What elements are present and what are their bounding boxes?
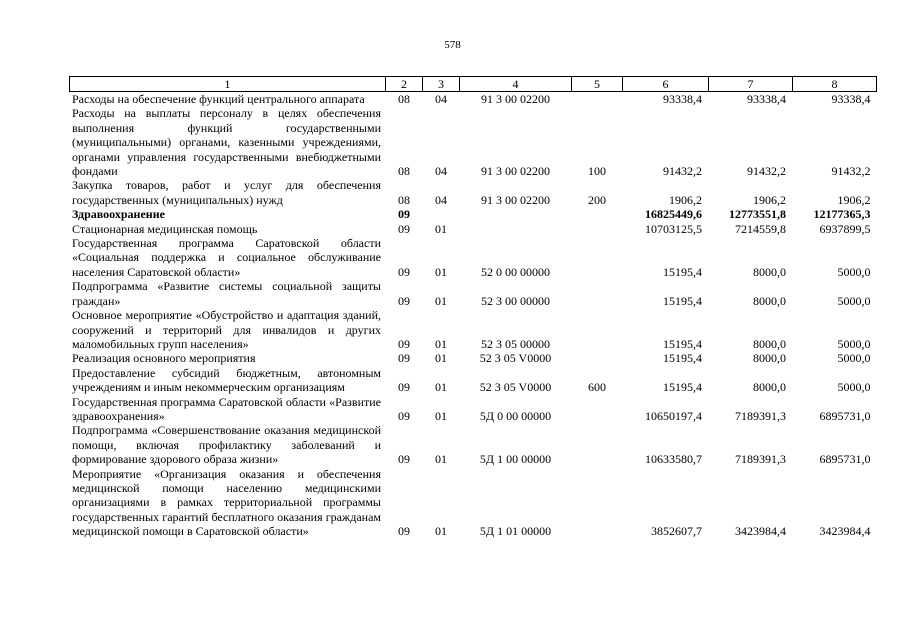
amount-year-1: 15195,4 bbox=[663, 351, 702, 366]
column-header: 4 bbox=[460, 77, 572, 92]
amount-year-3: 1906,2 bbox=[837, 192, 871, 207]
section-code: 09 bbox=[398, 336, 410, 351]
expense-type-code bbox=[572, 92, 623, 107]
expense-type-code bbox=[572, 279, 623, 308]
column-header: 2 bbox=[386, 77, 423, 92]
target-article-code: 5Д 1 00 00000 bbox=[479, 452, 552, 467]
amount-year-1: 10633580,7 bbox=[645, 452, 702, 467]
table-row bbox=[70, 423, 877, 466]
table-row bbox=[70, 222, 877, 236]
row-name: Подпрограмма «Развитие системы социальной защиты граждан» bbox=[72, 279, 381, 308]
amount-year-2: 8000,0 bbox=[753, 264, 786, 279]
column-header: 3 bbox=[423, 77, 460, 92]
section-code: 08 bbox=[398, 92, 410, 106]
amount-year-3: 5000,0 bbox=[837, 336, 871, 351]
target-article-code: 5Д 0 00 00000 bbox=[479, 408, 552, 423]
expense-type-code: 200 bbox=[588, 192, 606, 207]
expense-type-code bbox=[572, 207, 623, 221]
amount-year-3: 93338,4 bbox=[831, 92, 871, 106]
column-header: 5 bbox=[572, 77, 623, 92]
budget-table bbox=[69, 76, 877, 539]
amount-year-2: 3423984,4 bbox=[735, 524, 786, 539]
amount-year-2: 8000,0 bbox=[753, 336, 786, 351]
subsection-code: 01 bbox=[435, 524, 447, 539]
table-row bbox=[70, 395, 877, 424]
header-row bbox=[70, 77, 877, 92]
target-article-code bbox=[460, 222, 572, 236]
amount-year-2: 7189391,3 bbox=[735, 408, 786, 423]
amount-year-3: 5000,0 bbox=[837, 351, 871, 366]
section-code: 08 bbox=[398, 164, 410, 179]
amount-year-3: 12177365,3 bbox=[813, 207, 871, 222]
column-header: 6 bbox=[623, 77, 709, 92]
table-body bbox=[70, 92, 877, 539]
subsection-code: 01 bbox=[435, 351, 447, 366]
table-row bbox=[70, 106, 877, 178]
subsection-code: 01 bbox=[435, 293, 447, 308]
row-name: Расходы на обеспечение функций центрального аппарата bbox=[72, 92, 365, 106]
subsection-code: 01 bbox=[435, 380, 447, 395]
section-code: 09 bbox=[398, 351, 410, 366]
expense-type-code bbox=[572, 236, 623, 279]
target-article-code: 91 3 00 02200 bbox=[481, 192, 550, 207]
expense-type-code: 100 bbox=[588, 164, 606, 179]
table-row bbox=[70, 351, 877, 365]
subsection-code: 01 bbox=[435, 452, 447, 467]
amount-year-1: 15195,4 bbox=[663, 293, 702, 308]
amount-year-2: 8000,0 bbox=[753, 380, 786, 395]
subsection-code: 04 bbox=[435, 92, 447, 106]
target-article-code: 91 3 00 02200 bbox=[481, 92, 550, 106]
section-code: 09 bbox=[398, 524, 410, 539]
section-code: 09 bbox=[398, 221, 410, 236]
amount-year-2: 8000,0 bbox=[753, 351, 786, 366]
row-name: Расходы на выплаты персоналу в целях обеспечения выполнения функций государственными (муниципальными) органами, казенными учреждениями, органами управления государственными внебюджетными фондами bbox=[72, 106, 381, 179]
page-number: 578 bbox=[444, 39, 461, 51]
row-name: Закупка товаров, работ и услуг для обеспечения государственных (муниципальных) нужд bbox=[72, 178, 381, 207]
row-name: Здравоохранение bbox=[72, 207, 165, 222]
expense-type-code bbox=[572, 395, 623, 424]
amount-year-2: 12773551,8 bbox=[729, 207, 786, 222]
subsection-code: 01 bbox=[435, 264, 447, 279]
row-name: Реализация основного мероприятия bbox=[72, 351, 256, 366]
row-name: Государственная программа Саратовской области «Социальная поддержка и социальное обслуживание населения Саратовской области» bbox=[72, 236, 381, 279]
subsection-code: 01 bbox=[435, 336, 447, 351]
subsection-code: 04 bbox=[435, 164, 447, 179]
row-name: Основное мероприятие «Обустройство и адаптация зданий, сооружений и территорий для инвалидов и других маломобильных групп населения» bbox=[72, 308, 381, 351]
table-row bbox=[70, 92, 877, 107]
amount-year-1: 1906,2 bbox=[669, 192, 702, 207]
section-code: 09 bbox=[398, 380, 410, 395]
target-article-code: 52 3 00 00000 bbox=[481, 293, 550, 308]
amount-year-3: 6895731,0 bbox=[819, 452, 871, 467]
amount-year-3: 3423984,4 bbox=[819, 524, 871, 539]
amount-year-3: 6895731,0 bbox=[819, 408, 871, 423]
amount-year-2: 7214559,8 bbox=[735, 221, 786, 236]
expense-type-code bbox=[572, 423, 623, 466]
target-article-code: 52 0 00 00000 bbox=[481, 264, 550, 279]
amount-year-1: 3852607,7 bbox=[651, 524, 702, 539]
amount-year-2: 1906,2 bbox=[753, 192, 786, 207]
table-row bbox=[70, 279, 877, 308]
row-name: Подпрограмма «Совершенствование оказания медицинской помощи, включая профилактику заболеваний и формирование здорового образа жизни» bbox=[72, 423, 381, 467]
section-code: 09 bbox=[398, 207, 410, 222]
amount-year-1: 15195,4 bbox=[663, 264, 702, 279]
table-row bbox=[70, 467, 877, 539]
section-code: 09 bbox=[398, 452, 410, 467]
target-article-code bbox=[460, 207, 572, 221]
amount-year-3: 91432,2 bbox=[831, 164, 871, 179]
amount-year-2: 8000,0 bbox=[753, 293, 786, 308]
amount-year-3: 5000,0 bbox=[837, 293, 871, 308]
section-code: 09 bbox=[398, 264, 410, 279]
subsection-code: 01 bbox=[435, 221, 447, 236]
amount-year-1: 93338,4 bbox=[663, 92, 702, 106]
amount-year-2: 7189391,3 bbox=[735, 452, 786, 467]
target-article-code: 52 3 05 00000 bbox=[481, 336, 550, 351]
target-article-code: 5Д 1 01 00000 bbox=[479, 524, 552, 539]
row-name: Стационарная медицинская помощь bbox=[72, 221, 258, 236]
row-name: Предоставление субсидий бюджетным, автономным учреждениям и иным некоммерческим организациям bbox=[72, 365, 381, 395]
target-article-code: 52 3 05 V0000 bbox=[479, 380, 552, 395]
column-header: 1 bbox=[70, 77, 386, 92]
expense-type-code bbox=[572, 351, 623, 365]
table-row bbox=[70, 207, 877, 221]
amount-year-1: 15195,4 bbox=[663, 380, 702, 395]
expense-type-code bbox=[572, 308, 623, 351]
amount-year-1: 15195,4 bbox=[663, 336, 702, 351]
amount-year-2: 91432,2 bbox=[747, 164, 786, 179]
row-name: Мероприятие «Организация оказания и обеспечения медицинской помощи населению медицинскими организациями в рамках территориальной программы государственных гарантий бесплатного оказания гражданам медицинской помощи в Саратовской области» bbox=[72, 466, 381, 539]
amount-year-3: 5000,0 bbox=[837, 380, 871, 395]
column-header: 7 bbox=[709, 77, 793, 92]
table-row bbox=[70, 236, 877, 279]
expense-type-code bbox=[572, 222, 623, 236]
target-article-code: 91 3 00 02200 bbox=[481, 164, 550, 179]
subsection-code: 01 bbox=[435, 408, 447, 423]
table-row bbox=[70, 308, 877, 351]
amount-year-2: 93338,4 bbox=[747, 92, 786, 106]
amount-year-1: 16825449,6 bbox=[645, 207, 702, 222]
amount-year-1: 91432,2 bbox=[663, 164, 702, 179]
row-name: Государственная программа Саратовской области «Развитие здравоохранения» bbox=[72, 394, 381, 423]
section-code: 09 bbox=[398, 408, 410, 423]
expense-type-code: 600 bbox=[588, 380, 606, 395]
table-row bbox=[70, 366, 877, 395]
table-row bbox=[70, 178, 877, 207]
amount-year-3: 6937899,5 bbox=[819, 221, 871, 236]
amount-year-3: 5000,0 bbox=[837, 264, 871, 279]
section-code: 09 bbox=[398, 293, 410, 308]
section-code: 08 bbox=[398, 192, 410, 207]
amount-year-1: 10650197,4 bbox=[645, 408, 702, 423]
expense-type-code bbox=[572, 467, 623, 539]
column-header: 8 bbox=[793, 77, 877, 92]
target-article-code: 52 3 05 V0000 bbox=[479, 351, 552, 366]
subsection-code bbox=[423, 207, 460, 221]
amount-year-1: 10703125,5 bbox=[645, 221, 702, 236]
subsection-code: 04 bbox=[435, 192, 447, 207]
